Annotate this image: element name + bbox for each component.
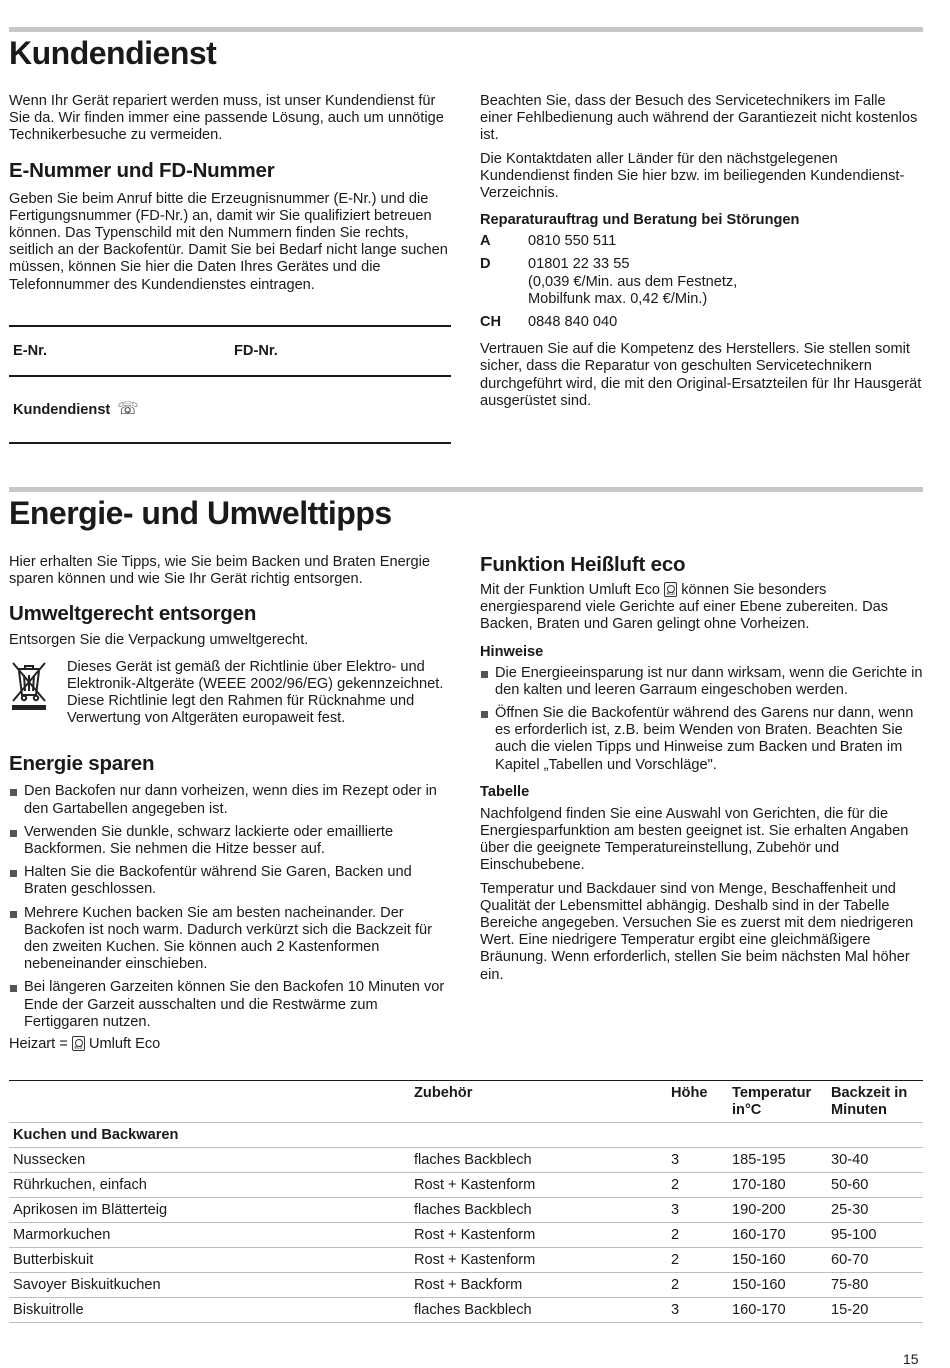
table-row <box>9 1198 923 1223</box>
table-header: Zubehör <box>410 1081 667 1123</box>
kundendienst-right-column <box>480 93 922 410</box>
energie-intro: Hier erhalten Sie Tipps, wie Sie beim Backen und Braten Energie sparen können und wie Sie Ihr Gerät richtig entsorgen. <box>9 554 431 588</box>
heizart-value: Umluft Eco <box>88 1036 161 1053</box>
table-cell: 50-60 <box>827 1173 923 1198</box>
section-rule-energie <box>9 487 923 492</box>
contact-code: A <box>480 233 491 250</box>
table-cell: 190-200 <box>728 1198 827 1223</box>
table-cell: Rost + Kastenform <box>410 1248 667 1273</box>
table-cell: 60-70 <box>827 1248 923 1273</box>
table-cell: 15-20 <box>827 1298 923 1323</box>
weee-block <box>9 659 454 728</box>
table-cell: 30-40 <box>827 1148 923 1173</box>
table-cell: Aprikosen im Blätterteig <box>9 1198 410 1223</box>
hinweise-heading: Hinweise <box>480 643 544 660</box>
contact-phone: 0810 550 511 <box>528 233 617 250</box>
table-cell: Savoyer Biskuitkuchen <box>9 1273 410 1298</box>
contact-rate-line-2: Mobilfunk max. 0,42 €/Min.) <box>528 290 708 307</box>
phone-icon: ☏ <box>117 399 139 418</box>
repair-heading: Reparaturauftrag und Beratung bei Störungen <box>480 212 800 229</box>
table-cell: 170-180 <box>728 1173 827 1198</box>
table-row <box>9 1273 923 1298</box>
table-row <box>9 1148 923 1173</box>
table-row <box>9 1248 923 1273</box>
table-row <box>9 1173 923 1198</box>
table-group-label: Kuchen und Backwaren <box>9 1123 923 1148</box>
table-row <box>9 1223 923 1248</box>
table-header-row <box>9 1081 923 1123</box>
table-header: Temperatur in°C <box>728 1081 827 1123</box>
heizart-prefix: Heizart = <box>9 1036 68 1053</box>
contact-row-d <box>480 256 922 308</box>
umluft-eco-icon <box>72 1036 85 1051</box>
form-line-3 <box>9 442 451 444</box>
service-label-text: Kundendienst <box>13 402 111 418</box>
table-cell: 3 <box>667 1298 728 1323</box>
contact-phone: 0848 840 040 <box>528 314 618 331</box>
umluft-eco-icon <box>664 582 677 597</box>
save-heading: Energie sparen <box>9 752 155 776</box>
kundendienst-intro: Wenn Ihr Gerät repariert werden muss, ist unser Kundendienst für Sie da. Wir finden immer eine passende Lösung, auch um unnötige Technikerbesuche zu vermeiden. <box>9 93 444 144</box>
list-item: Die Energieeinsparung ist nur dann wirksam, wenn die Gerichte in den kalten und leeren Garraum eingeschoben werden. <box>480 665 924 699</box>
tips-table <box>9 1080 923 1323</box>
table-header: Höhe <box>667 1081 728 1123</box>
hinweise-list <box>480 665 924 774</box>
form-line-2 <box>9 375 451 377</box>
tabelle-text-2: Temperatur und Backdauer sind von Menge, Beschaffenheit und Qualität der Lebensmittel abhängig. Deshalb sind in der Tabelle Bereiche angegeben. Versuchen Sie es zuerst mit dem niedrigeren Wert. Eine niedrigere Temperatur ergibt eine gleichmäßigere Bräunung. Wenn erforderlich, stellen Sie beim nächsten Mal höher ein. <box>480 880 914 983</box>
eco-text <box>480 582 924 634</box>
table-cell: 150-160 <box>728 1248 827 1273</box>
list-item: Mehrere Kuchen backen Sie am besten nacheinander. Der Backofen ist noch warm. Dadurch verkürzt sich die Backzeit für den zweiten Kuchen. Sie können auch 2 Kastenformen nebeneinander einschieben. <box>9 905 454 974</box>
table-cell: flaches Backblech <box>410 1298 667 1323</box>
service-label <box>13 400 139 419</box>
weee-text: Dieses Gerät ist gemäß der Richtlinie über Elektro- und Elektronik-Altgeräte (WEEE 2002/96/EG) gekennzeichnet. Diese Richtlinie legt den Rahmen für Rücknahme und Verwertung von Altgeräten europaweit fest. <box>67 658 444 727</box>
table-cell: 75-80 <box>827 1273 923 1298</box>
tips-table-wrapper <box>9 1080 923 1323</box>
table-cell: Biskuitrolle <box>9 1298 410 1323</box>
table-group-row <box>9 1123 923 1148</box>
form-line-1 <box>9 325 451 327</box>
table-header: Backzeit in Minuten <box>827 1081 923 1123</box>
dispose-heading: Umweltgerecht entsorgen <box>9 602 257 626</box>
table-header <box>9 1081 410 1123</box>
tabelle-text-1: Nachfolgend finden Sie eine Auswahl von Gerichten, die für die Energiesparfunktion am besten geeignet ist. Sie erhalten Angaben über die geeignete Temperatureinstellung, Zubehör und Einschubebene. <box>480 805 909 874</box>
table-cell: 2 <box>667 1273 728 1298</box>
table-cell: Rost + Kastenform <box>410 1173 667 1198</box>
eco-heading: Funktion Heißluft eco <box>480 553 686 576</box>
page-number: 15 <box>903 1351 919 1367</box>
table-cell: 2 <box>667 1248 728 1273</box>
eco-text-after: können Sie besonders energiesparend viele Gerichte auf einer Ebene zubereiten. Das Backen, Braten und Garen gelingt ohne Vorheizen. <box>480 582 889 633</box>
table-cell: flaches Backblech <box>410 1198 667 1223</box>
contact-details <box>528 256 922 308</box>
contact-directory-note: Die Kontaktdaten aller Länder für den nächstgelegenen Kundendienst finden Sie hier bzw. im beiliegenden Kundendienst-Verzeichnis. <box>480 150 905 202</box>
table-cell: 2 <box>667 1223 728 1248</box>
table-cell: Rost + Kastenform <box>410 1223 667 1248</box>
table-row <box>9 1298 923 1323</box>
table-cell: 160-170 <box>728 1223 827 1248</box>
save-list <box>9 783 454 1031</box>
table-cell: Rost + Backform <box>410 1273 667 1298</box>
list-item: Öffnen Sie die Backofentür während des Garens nur dann, wenn es erforderlich ist, z.B. beim Wenden von Braten. Beachten Sie auch die vielen Tipps und Hinweise zum Backen und Braten im Kapitel „Tabellen und Vorschläge". <box>480 705 924 774</box>
contact-phone: 01801 22 33 55 <box>528 256 630 273</box>
table-body <box>9 1148 923 1323</box>
page-title-kundendienst: Kundendienst <box>9 35 217 71</box>
table-cell: 3 <box>667 1198 728 1223</box>
table-cell: 25-30 <box>827 1198 923 1223</box>
table-cell: 2 <box>667 1173 728 1198</box>
list-item: Halten Sie die Backofentür während Sie Garen, Backen und Braten geschlossen. <box>9 864 454 898</box>
weee-bin-icon <box>9 659 67 728</box>
tabelle-heading: Tabelle <box>480 783 530 800</box>
table-cell: 185-195 <box>728 1148 827 1173</box>
page-title-energie: Energie- und Umwelttipps <box>9 495 392 531</box>
enr-label: E-Nr. <box>13 343 48 359</box>
enr-heading: E-Nummer und FD-Nummer <box>9 158 275 182</box>
fdnr-label: FD-Nr. <box>234 343 278 359</box>
service-cost-note: Beachten Sie, dass der Besuch des Servicetechnikers im Falle einer Fehlbedienung auch während der Garantiezeit nicht kostenlos ist. <box>480 93 918 144</box>
kundendienst-left-column <box>9 93 454 294</box>
table-cell: Marmorkuchen <box>9 1223 410 1248</box>
table-cell: Butterbiskuit <box>9 1248 410 1273</box>
list-item: Den Backofen nur dann vorheizen, wenn dies im Rezept oder in den Gartabellen angegeben ist. <box>9 783 454 817</box>
table-cell: Rührkuchen, einfach <box>9 1173 410 1198</box>
contact-row-ch <box>480 314 922 331</box>
eco-text-before: Mit der Funktion Umluft Eco <box>480 582 661 598</box>
energie-left-column <box>9 554 454 1053</box>
table-cell: 95-100 <box>827 1223 923 1248</box>
trust-text: Vertrauen Sie auf die Kompetenz des Herstellers. Sie stellen somit sicher, dass die Reparatur von geschulten Servicetechnikern durchgeführt wird, die mit den Original-Ersatzteilen für Ihr Hausgerät ausgerüstet sind. <box>480 341 922 409</box>
contact-code: D <box>480 256 491 273</box>
heizart-line <box>9 1036 454 1053</box>
list-item: Bei längeren Garzeiten können Sie den Backofen 10 Minuten vor Ende der Garzeit ausschalten und die Restwärme zum Fertiggaren nutzen. <box>9 979 454 1031</box>
section-rule-top <box>9 27 923 32</box>
contact-row-a <box>480 233 922 250</box>
contact-rate-line-1: (0,039 €/Min. aus dem Festnetz, <box>528 273 738 290</box>
enr-text: Geben Sie beim Anruf bitte die Erzeugnisnummer (E-Nr.) und die Fertigungsnummer (FD-Nr.) an, damit wir Sie qualifiziert betreuen können. Das Typenschild mit den Nummern finden Sie rechts, seitlich an der Backofentür. Damit Sie bei Bedarf nicht lange suchen müssen, können Sie hier die Daten Ihres Gerätes und die Telefonnummer des Kundendienstes eintragen. <box>9 190 448 293</box>
dispose-text: Entsorgen Sie die Verpackung umweltgerecht. <box>9 632 309 649</box>
contact-code: CH <box>480 314 502 331</box>
list-item: Verwenden Sie dunkle, schwarz lackierte oder emaillierte Backformen. Sie nehmen die Hitze besser auf. <box>9 824 454 858</box>
table-cell: 160-170 <box>728 1298 827 1323</box>
table-cell: Nussecken <box>9 1148 410 1173</box>
energie-right-column <box>480 553 924 984</box>
table-cell: 150-160 <box>728 1273 827 1298</box>
table-cell: 3 <box>667 1148 728 1173</box>
table-cell: flaches Backblech <box>410 1148 667 1173</box>
